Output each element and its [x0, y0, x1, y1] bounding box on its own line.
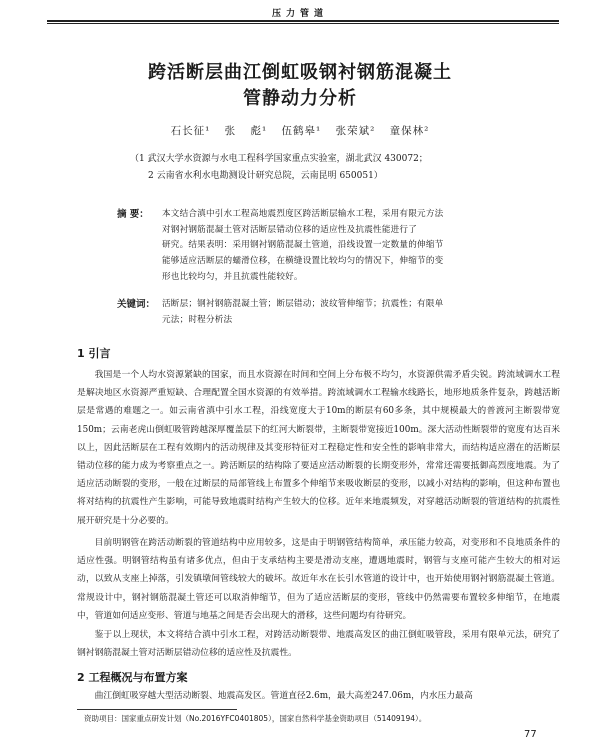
abstract-line: 能够适应活断层的蠕滑位移，在横缝设置比较均匀的情况下，伸缩节的变 [162, 256, 444, 266]
body-paragraph: 我国是一个人均水资源紧缺的国家，而且水资源在时间和空间上分布极不均匀，水资源供需矛盾尖锐。跨流域调水工程是解决地区水资源严重短缺、合理配置全国水资源的有效举措。跨流域调水工程输水线路长，地形地质条件复杂，跨越活断层是常遇的难题之一。如云南省滇中引水工程，沿线宽度大于10m的断层有60多条，其中规模最大的普渡河主断裂带宽150m；云南老虎山倒虹吸管跨越深厚覆盖层下的红河大断裂带，主断裂带宽接近100m。深大活动性断裂带的宽度有达百米以上，因此活断层在工程有效期内的活动规律及其变形特征对工程稳定性和安全性的影响非常大，而结构适应潜在的活断层错动位移的能力成为考察重点之一。跨活断层的结构除了要适应活动断裂的长期变形外，常常还需要抵御高烈度地震。为了适应活动断裂的变形，一般在过断层的局部管线上布置多个伸缩节来吸收断层的变形，以减小对结构的影响，但这种布置也将对结构的抗震性产生影响，可能导致地震时结构产生较大的位移。近年来地震频发，对穿越活动断裂的管道结构的抗震性展开研究是十分必要的。 [77, 370, 560, 526]
body-paragraph: 曲江倒虹吸穿越大型活动断裂、地震高发区。管道直径2.6m，最大高差247.06m，内水压力最高 [94, 691, 473, 701]
title-line-2: 管静动力分析 [243, 88, 357, 109]
section-heading-intro: 1 引言 [77, 347, 111, 360]
abstract-line: 对钢衬钢筋混凝土管对活断层错动位移的适应性及抗震性能进行了 [162, 225, 418, 235]
abstract-line: 本文结合滇中引水工程高地震烈度区跨活断层输水工程，采用有限元方法 [162, 209, 444, 219]
keywords-line: 元法；时程分析法 [162, 315, 233, 325]
funding-footnote: 资助项目：国家重点研发计划（No.2016YFC0401805），国家自然科学基金资助项目（51409194）。 [84, 714, 427, 723]
abstract-line: 形也比较均匀，并且抗震性能较好。 [162, 272, 303, 282]
affiliation-1: （1 武汉大学水资源与水电工程科学国家重点实验室，湖北武汉 430072； [130, 154, 428, 164]
keywords-line: 活断层；钢衬钢筋混凝土管；断层错动；波纹管伸缩节；抗震性；有限单 [162, 299, 444, 309]
header-rule-thick [47, 20, 559, 22]
header-rule-thin [47, 23, 559, 24]
body-paragraph: 目前明钢管在跨活动断裂的管道结构中应用较多，这是由于明钢管结构简单，承压能力较高，对变形和不良地质条件的适应性强。明钢管结构虽有诸多优点，但由于支承结构主要是滑动支座，遭遇地震时，钢管与支座可能产生较大的相对运动，以致从支座上掉落，引发镇墩间管线较大的破坏。故近年水在长引水管道的设计中，也开始使用钢衬钢筋混凝土管道。常规设计中，钢衬钢筋混凝土管还可以取消伸缩节，但为了适应活断层的变形，管线中仍然需要布置较多伸缩节，在地震中，管道如何适应变形、管道与地基之间是否会出现大的滑移，这些问题均有待研究。 [77, 538, 560, 621]
running-header: 压力管道 [271, 9, 328, 19]
body-paragraph: 鉴于以上现状，本文将结合滇中引水工程，对跨活动断裂带、地震高发区的曲江倒虹吸管段，采用有限单元法，研究了钢衬钢筋混凝土管对活断层错动位移的适应性及抗震性。 [77, 630, 560, 659]
author-list: 石长征¹ 张 彪¹ 伍鹤皋¹ 张荣斌² 童保林² [170, 125, 430, 137]
keywords-label: 关键词： [117, 299, 156, 310]
section-heading-overview: 2 工程概况与布置方案 [77, 671, 188, 684]
abstract-line: 研究。结果表明：采用钢衬钢筋混凝土管道，沿线设置一定数量的伸缩节 [162, 240, 444, 250]
affiliation-2: 2 云南省水利水电勘测设计研究总院，云南昆明 650051） [148, 171, 383, 181]
abstract-label: 摘 要： [117, 209, 149, 220]
footnote-rule [77, 709, 237, 710]
title-line-1: 跨活断层曲江倒虹吸钢衬钢筋混凝土 [148, 62, 452, 83]
page-number: 77 [524, 729, 537, 740]
